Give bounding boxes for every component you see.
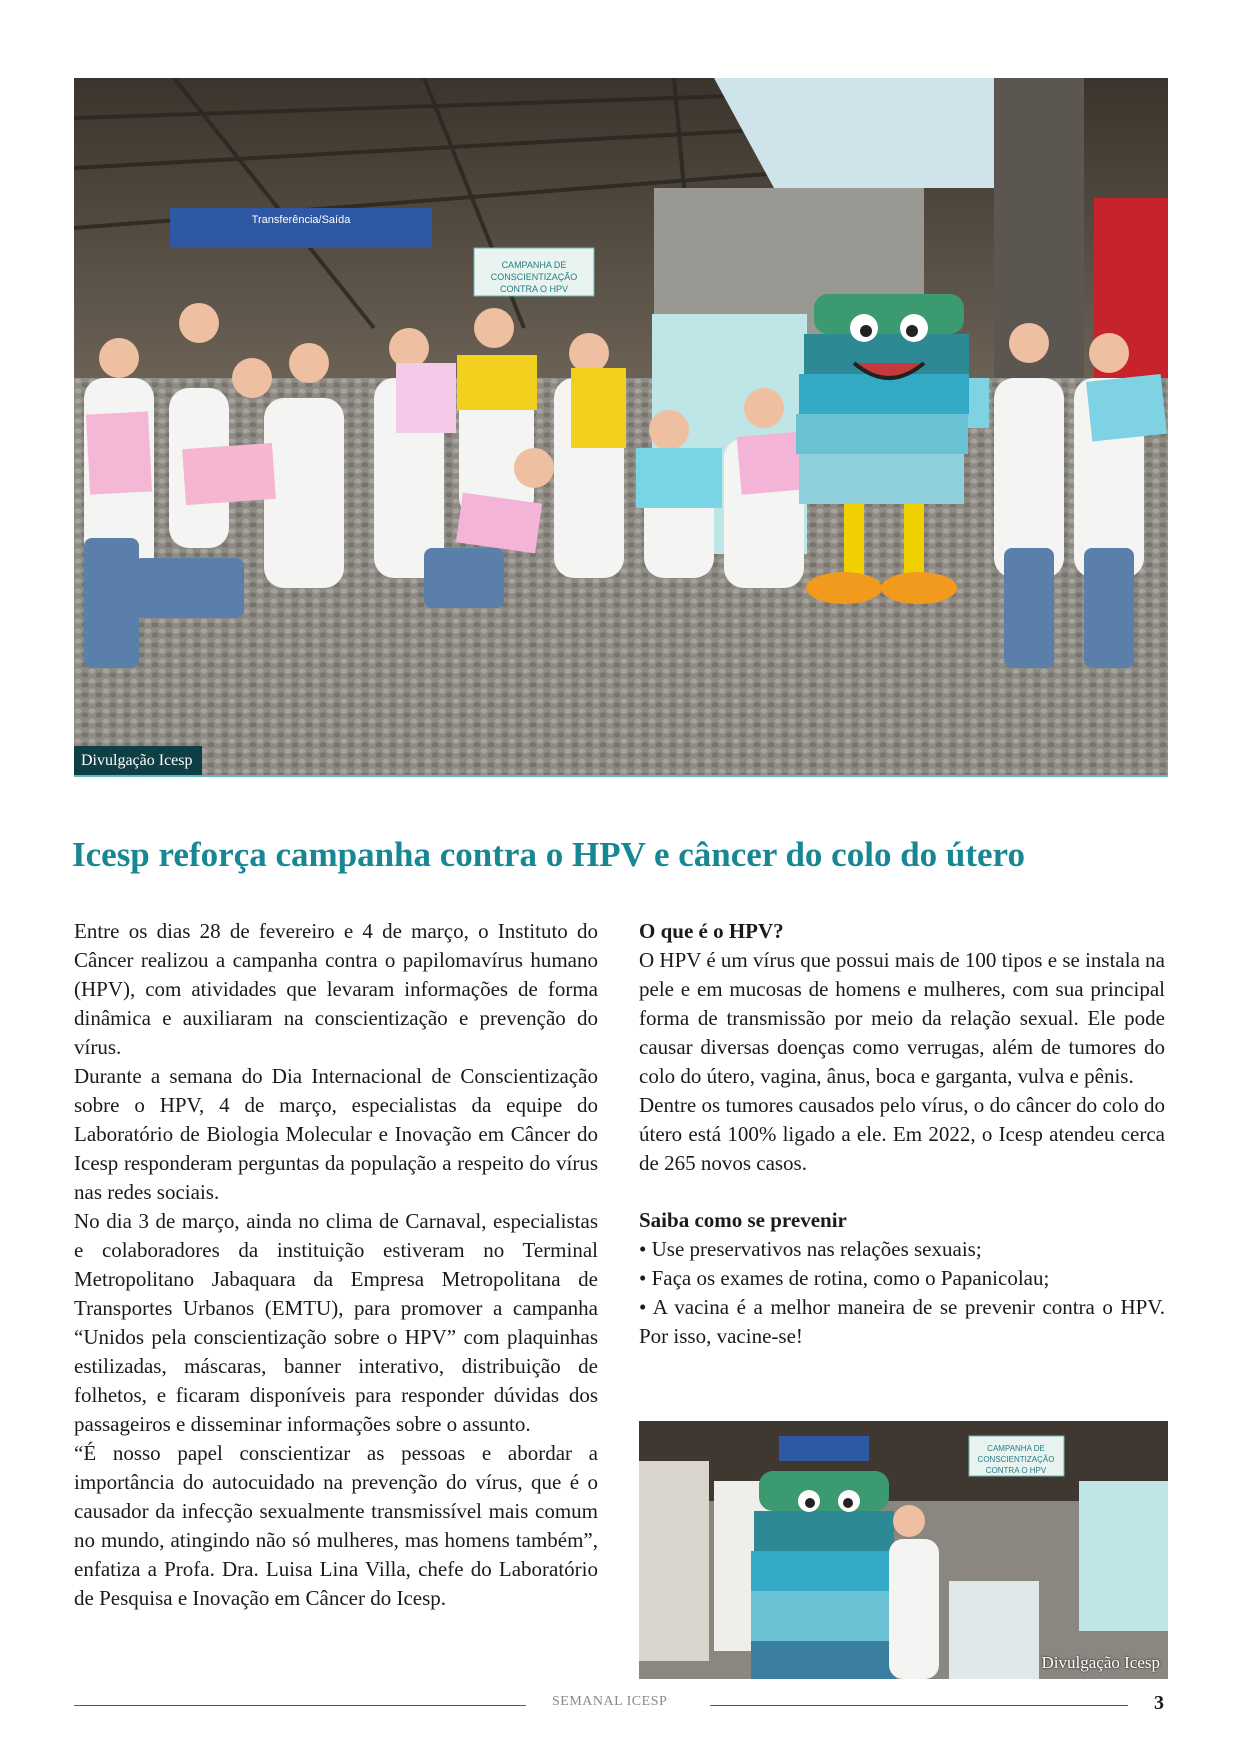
secondary-photo-illustration: [639, 1421, 1168, 1679]
publication-name: SEMANAL ICESP: [552, 1694, 668, 1709]
right-column: [639, 917, 1165, 1351]
svg-text:CAMPANHA DE: CAMPANHA DE: [987, 1444, 1045, 1453]
section-title-prevention: Saiba como se prevenir: [639, 1208, 847, 1232]
photo-credit: Divulgação Icesp: [74, 746, 202, 775]
list-item: • A vacina é a melhor maneira de se prevenir contra o HPV. Por isso, vacine-se!: [639, 1295, 1165, 1348]
sign-transfer-text: Transferência/Saída: [251, 214, 351, 226]
paragraph: Entre os dias 28 de fevereiro e 4 de março, o Instituto do Câncer realizou a campanha contra o papilomavírus humano (HPV), com atividades que levaram informações de forma dinâmica e auxiliaram na conscientização e prevenção do vírus.: [74, 919, 598, 1059]
secondary-photo: [639, 1421, 1168, 1679]
hero-photo: [74, 78, 1168, 777]
svg-text:CONSCIENTIZAÇÃO: CONSCIENTIZAÇÃO: [977, 1455, 1055, 1464]
photo-credit: Divulgação Icesp: [1041, 1653, 1160, 1672]
list-item: • Faça os exames de rotina, como o Papanicolau;: [639, 1266, 1050, 1290]
prevention-list: [639, 1235, 1165, 1351]
svg-text:CAMPANHA DE: CAMPANHA DE: [501, 260, 567, 270]
svg-text:CONTRA O HPV: CONTRA O HPV: [499, 284, 569, 294]
paragraph: Dentre os tumores causados pelo vírus, o do câncer do colo do útero está 100% ligado a ele. Em 2022, o Icesp atendeu cerca de 265 novos casos.: [639, 1093, 1165, 1175]
paragraph: O HPV é um vírus que possui mais de 100 tipos e se instala na pele e em mucosas de homens e mulheres, com sua principal forma de transmissão por meio da relação sexual. Ele pode causar diversas doenças como verrugas, além de tumores do colo do útero, vagina, ânus, boca e garganta, vulva e pênis.: [639, 948, 1165, 1088]
hero-photo-illustration: [74, 78, 1168, 775]
page-number: 3: [1154, 1692, 1164, 1714]
list-item: • Use preservativos nas relações sexuais;: [639, 1237, 982, 1261]
page-footer: [74, 1694, 1168, 1724]
svg-text:CONTRA O HPV: CONTRA O HPV: [985, 1466, 1047, 1475]
paragraph: No dia 3 de março, ainda no clima de Carnaval, especialistas e colaboradores da instituição estiveram no Terminal Metropolitano Jabaquara da Empresa Metropolitana de Transportes Urbanos (EMTU), para promover a campanha “Unidos pela conscientização sobre o HPV” com plaquinhas estilizadas, máscaras, banner interativo, distribuição de folhetos, e ficaram disponíveis para responder dúvidas dos passageiros e disseminar informações sobre o assunto.: [74, 1209, 598, 1436]
paragraph: Durante a semana do Dia Internacional de Conscientização sobre o HPV, 4 de março, especialistas da equipe do Laboratório de Biologia Molecular e Inovação em Câncer do Icesp responderam perguntas da população a respeito do vírus nas redes sociais.: [74, 1064, 598, 1204]
quote-paragraph: “É nosso papel conscientizar as pessoas e abordar a importância do autocuidado na prevenção do vírus, que é o causador da infecção sexualmente transmissível mais comum no mundo, atingindo não só mulheres, mas homens também”, enfatiza a Profa. Dra. Luisa Lina Villa, chefe do Laboratório de Pesquisa e Inovação em Câncer do Icesp.: [74, 1441, 598, 1610]
section-title-what-is-hpv: O que é o HPV?: [639, 919, 784, 943]
footer-rule: [710, 1705, 1128, 1706]
article-headline: Icesp reforça campanha contra o HPV e câncer do colo do útero: [72, 835, 1025, 874]
left-column: [74, 917, 598, 1613]
svg-text:CONSCIENTIZAÇÃO: CONSCIENTIZAÇÃO: [490, 272, 578, 282]
footer-rule: [74, 1705, 526, 1706]
